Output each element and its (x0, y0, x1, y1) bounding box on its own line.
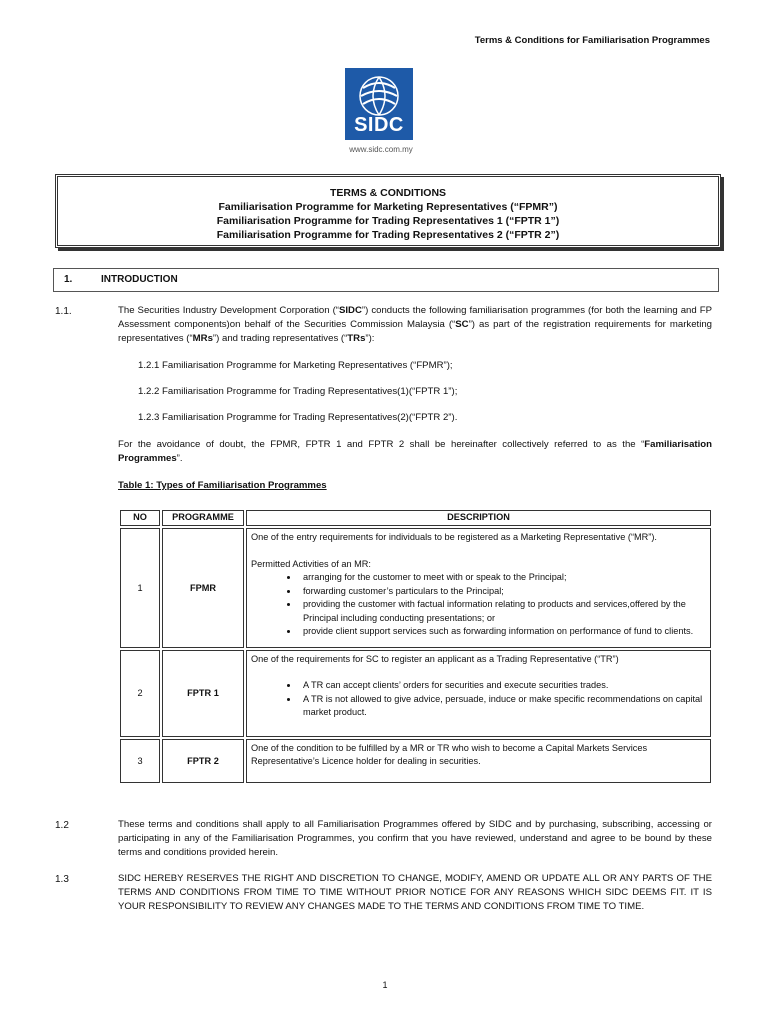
clause-1-3-text: SIDC HEREBY RESERVES THE RIGHT AND DISCRETION TO CHANGE, MODIFY, AMEND OR UPDATE ALL OR ANY PARTS OF THE TERMS AND CONDITIONS FROM TIME TO TIME WITHOUT PRIOR NOTICE FOR ANY REASONS WHICH SIDC DEEMS FIT. IT IS YOUR RESPONSIBILITY TO REVIEW ANY CHANGES MADE TO THE TERMS AND CONDITIONS FROM TIME TO TIME. (118, 873, 712, 912)
clause-number: 1.2 (55, 820, 69, 831)
title-line: TERMS & CONDITIONS (329, 187, 447, 199)
clause-number: 1.3 (55, 874, 69, 885)
clause-1-1-text: The Securities Industry Development Corporation (“SIDC”) conducts the following familiarisation programmes (for both the learning and FP Assessment components)on behalf of the Securities Commission Malaysia (“SC”) as part of the registration requirements for marketing representatives (“MRs”) and trading representatives (“TRs”): (118, 305, 713, 344)
row-programme: FPTR 1 (162, 650, 244, 737)
section-title: INTRODUCTION (101, 274, 178, 285)
row-number: 1 (120, 528, 160, 648)
title-line: Familiarisation Programme for Trading Representatives 2 (“FPTR 2”) (216, 229, 560, 241)
table-header: DESCRIPTION (246, 510, 711, 526)
row-programme: FPTR 2 (162, 739, 244, 783)
table-header: NO (120, 510, 160, 526)
table-header: PROGRAMME (162, 510, 244, 526)
logo-text: SIDC (354, 114, 404, 136)
list-item: • provide client support services such as forwarding information on performance of fund to clients. (299, 625, 706, 639)
row-programme: FPMR (162, 528, 244, 648)
programme-item: 1.2.2 Familiarisation Programme for Trading Representatives(1)(“FPTR 1”); (138, 386, 458, 397)
list-item: • forwarding customer’s particulars to the Principal; (299, 585, 706, 599)
programme-item: 1.2.3 Familiarisation Programme for Trading Representatives(2)(“FPTR 2”). (138, 412, 458, 423)
list-item: • A TR is not allowed to give advice, persuade, induce or make specific recommendations on capital market product. (299, 693, 706, 720)
programmes-table (118, 508, 713, 785)
section-heading-box (53, 268, 719, 292)
list-item: • A TR can accept clients’ orders for securities and execute securities trades. (299, 679, 706, 693)
title-line: Familiarisation Programme for Trading Representatives 1 (“FPTR 1”) (216, 215, 560, 227)
section-number: 1. (64, 274, 73, 285)
table-row (120, 528, 711, 648)
row-description: One of the requirements for SC to register an applicant as a Trading Representative (“TR”) • A TR can accept clients’ orders for securities and execute securities trades. • A TR is not allowed to give advice, persuade, induce or make specific recommendations on capital market product. (246, 650, 711, 737)
programme-item: 1.2.1 Familiarisation Programme for Marketing Representatives (“FPMR”); (138, 360, 453, 371)
avoidance-paragraph: For the avoidance of doubt, the FPMR, FPTR 1 and FPTR 2 shall be hereinafter collectively referred to as the “Familiarisation Programmes”. (118, 439, 712, 464)
globe-icon (353, 74, 405, 118)
title-box (55, 174, 721, 248)
row-number: 2 (120, 650, 160, 737)
row-description: One of the condition to be fulfilled by a MR or TR who wish to become a Capital Markets Services Representative’s Licence holder for dealing in securities. (246, 739, 711, 783)
table-row (120, 739, 711, 783)
table-caption: Table 1: Types of Familiarisation Programmes (118, 480, 327, 491)
row-description: One of the entry requirements for individuals to be registered as a Marketing Representative (“MR”). Permitted Activities of an MR: • arranging for the customer to meet with or speak to the Principal; • forwarding customer’s particulars to the Principal; • providing the customer with factual information relating to products and services,offered by the Principal including conducting presentations; or • provide client support services such as forwarding information on performance of fund to clients. (246, 528, 711, 648)
sidc-logo (345, 68, 413, 140)
logo-url: www.sidc.com.my (349, 145, 413, 154)
list-item: • providing the customer with factual information relating to products and services,offered by the Principal including conducting presentations; or (299, 598, 706, 625)
list-item: • arranging for the customer to meet with or speak to the Principal; (299, 571, 706, 585)
running-header: Terms & Conditions for Familiarisation Programmes (474, 35, 710, 46)
row-number: 3 (120, 739, 160, 783)
table-row (120, 650, 711, 737)
clause-number: 1.1. (55, 306, 72, 317)
title-line: Familiarisation Programme for Marketing Representatives (“FPMR”) (218, 201, 558, 213)
clause-1-2-text: These terms and conditions shall apply to all Familiarisation Programmes offered by SIDC and by purchasing, subscribing, accessing or participating in any of the Familiarisation Programmes, you confirm that you have reviewed, understand and agree to be bound by these terms and conditions provided herein. (118, 819, 712, 858)
page-number: 1 (382, 980, 388, 990)
